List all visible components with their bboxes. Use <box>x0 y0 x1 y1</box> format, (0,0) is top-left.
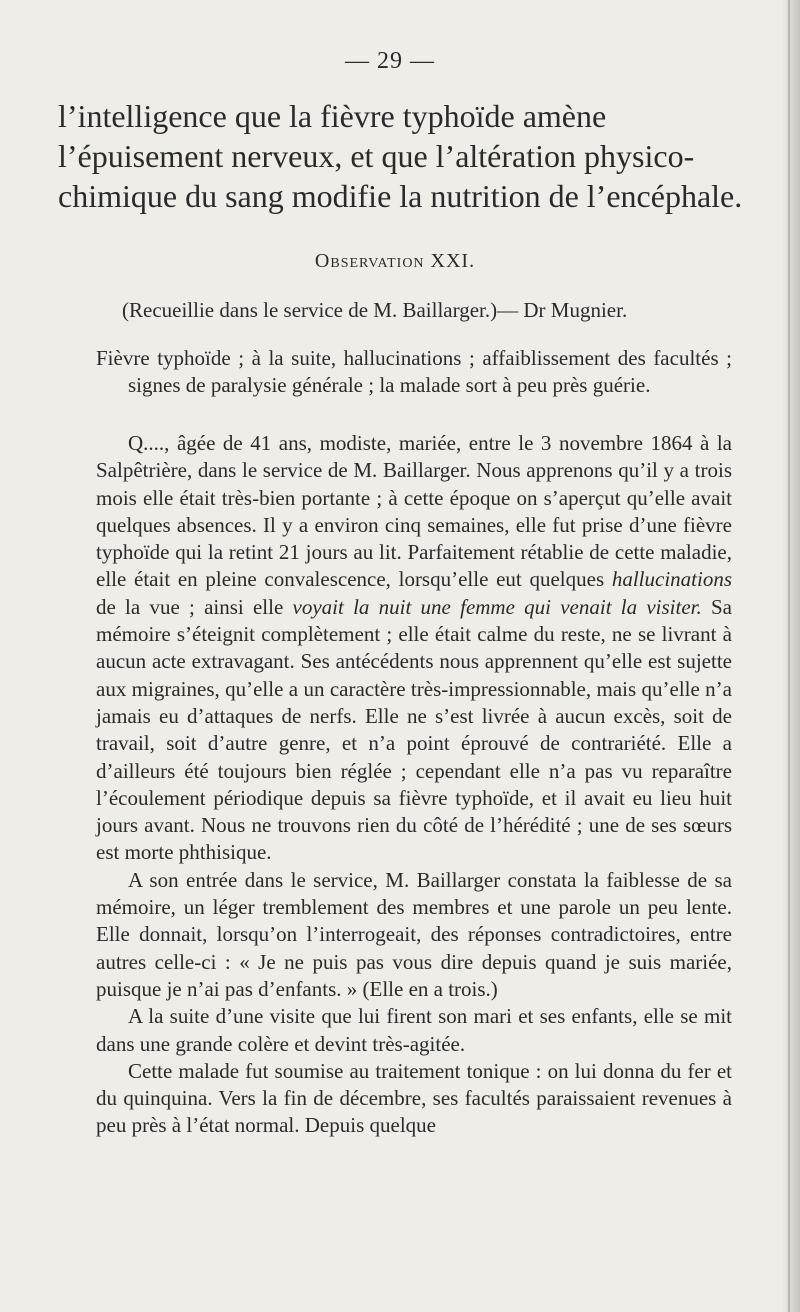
lead-paragraph: l’intelligence que la fièvre typhoïde amène l’épuisement nerveux, et que l’altération physico-chimique du sang modifie la nutrition de l’encéphale. <box>58 98 743 214</box>
paragraph-visit: A la suite d’une visite que lui firent son mari et ses enfants, elle se mit dans une grande colère et devint très-agitée. <box>96 1004 732 1056</box>
page-edge-shadow <box>782 0 800 1312</box>
case-history-text-end: Sa mémoire s’éteignit complètement ; elle était calme du reste, ne se livrant à aucun acte extravagant. Ses antécédents nous apprennent qu’elle est sujette aux migraines, qu’elle a un caractère très-impressionnable, mais qu’elle n’a jamais eu d’attaques de nerfs. Elle ne s’est livrée à aucun excès, soit de travail, soit d’autre genre, et n’a point éprouvé de contrariété. Elle a d’ailleurs été toujours bien réglée ; cependant elle n’a pas vu reparaître l’écoulement périodique depuis sa fièvre typhoïde, et il avait eu lieu huit jours avant. Nous ne trouvons rien du côté de l’hérédité ; une de ses sœurs est morte phthisique. <box>96 594 733 865</box>
case-history-text: Q...., âgée de 41 ans, modiste, mariée, entre le 3 novembre 1864 à la Salpêtrière, dans le service de M. Baillarger. Nous apprenons qu’il y a trois mois elle était très-bien portante ; à cette époque on s’aperçut qu’elle avait quelques absences. Il y a environ cinq semaines, elle fut prise d’une fièvre typhoïde qui la retint 21 jours au lit. Parfaitement rétablie de cette maladie, elle était en pleine convalescence, lorsqu’elle eut quelques <box>96 431 732 592</box>
case-history-text-middle: de la vue ; ainsi elle <box>96 594 293 619</box>
case-history-italic-hallucinations: hallucinations <box>611 567 732 592</box>
observation-summary: Fièvre typhoïde ; à la suite, hallucinations ; affaiblissement des facultés ; signes de paralysie générale ; la malade sort à peu près guérie. <box>96 346 732 397</box>
paragraph-case-history <box>96 430 732 867</box>
paragraph-treatment: Cette malade fut soumise au traitement tonique : on lui donna du fer et du quinquina. Vers la fin de décembre, ses facultés paraissaient revenues à peu près à l’état normal. Depuis quelque <box>96 1058 732 1138</box>
case-history-italic-vision: voyait la nuit une femme qui venait la visiter. <box>292 594 702 619</box>
observation-source: (Recueillie dans le service de M. Baillarger.)— Dr Mugnier. <box>122 298 628 322</box>
page-number: — 29 — <box>345 48 435 74</box>
observation-title: Observation XXI. <box>314 250 476 272</box>
paragraph-admission: A son entrée dans le service, M. Baillarger constata la faiblesse de sa mémoire, un léger tremblement des membres et une parole un peu lente. Elle donnait, lorsqu’on l’interrogeait, des réponses contradictoires, entre autres celle-ci : « Je ne puis pas vous dire depuis quand je suis mariée, puisque je n’ai pas d’enfants. » (Elle en a trois.) <box>96 867 732 1001</box>
page-edge-line <box>788 0 790 1312</box>
observation-body <box>96 430 732 1140</box>
